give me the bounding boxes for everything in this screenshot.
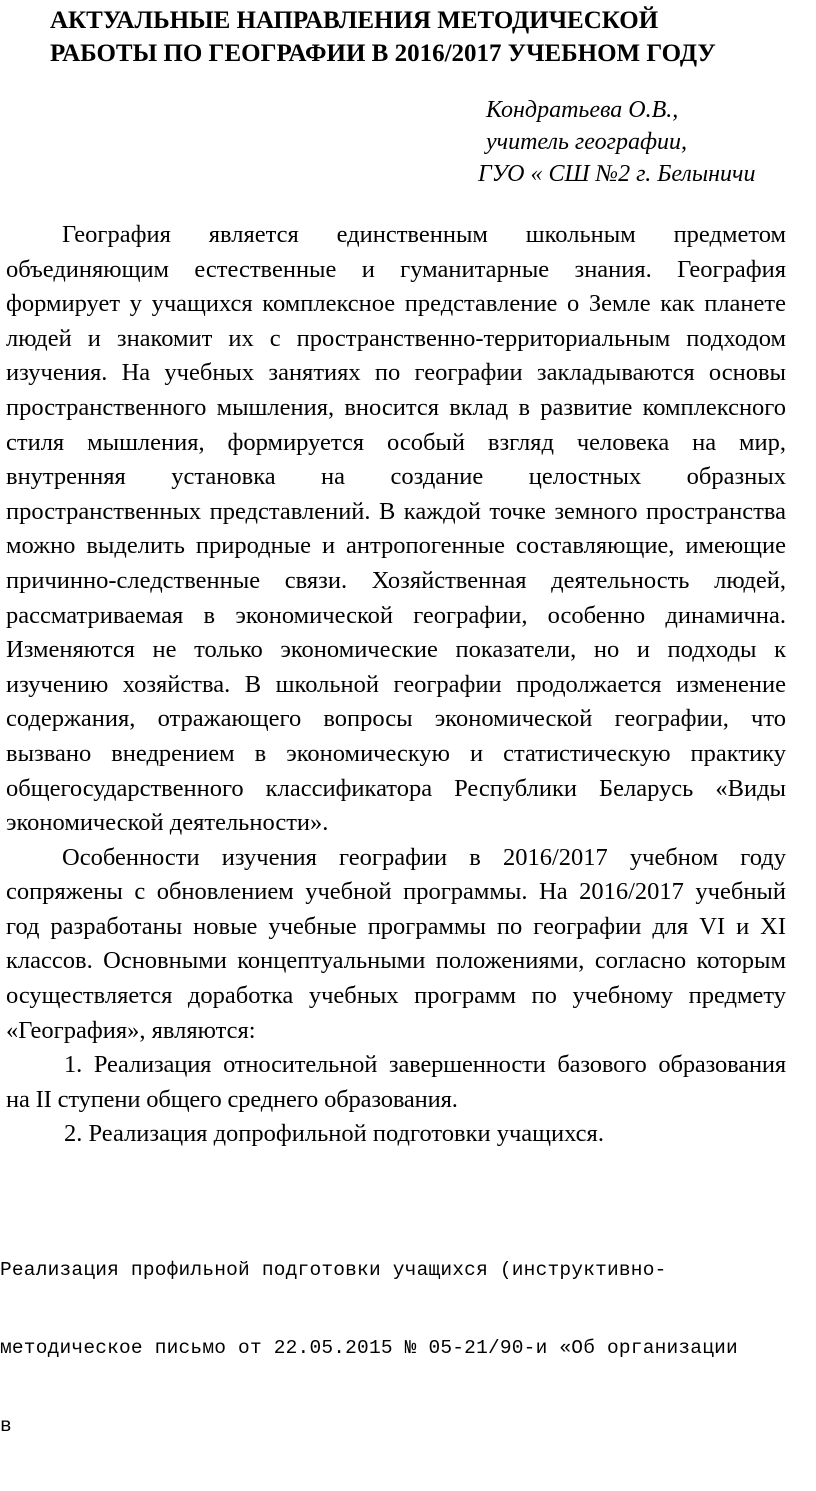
author-position: учитель географии, [486,129,687,155]
author-block [478,94,808,190]
footer-line-1: Реализация профильной подготовки учащихся (инструктивно- [0,1259,667,1281]
footer-line-2: методическое письмо от 22.05.2015 № 05-21/90-и «Об организации [0,1337,738,1359]
footer-text [0,1205,816,1491]
author-school: ГУО « СШ №2 г. Белыничи [478,161,756,187]
title-line-1: АКТУАЛЬНЫЕ НАПРАВЛЕНИЯ МЕТОДИЧЕСКОЙ [50,7,659,34]
author-name: Кондратьева О.В., [486,97,679,123]
document-title [50,4,790,70]
footer-line-3: в [0,1415,12,1437]
document-body [6,218,786,1152]
paragraph-2: Особенности изучения географии в 2016/2017 учебном году сопряжены с обновлением учебной программы. На 2016/2017 учебный год разработаны новые учебные программы по географии для VI и XI классов. Основными концептуальными положениями, согласно которым осуществляется доработка учебных программ по учебному предмету «География», являются: [6,843,786,1044]
list-item-2: 2. Реализация допрофильной подготовки учащихся. [64,1120,604,1148]
title-line-2: РАБОТЫ ПО ГЕОГРАФИИ В 2016/2017 УЧЕБНОМ ГОДУ [50,40,716,67]
paragraph-1: География является единственным школьным предметом объединяющим естественные и гуманитарные знания. География формирует у учащихся комплексное представление о Земле как планете людей и знакомит их с пространственно-территориальным подходом изучения. На учебных занятиях по географии закладываются основы пространственного мышления, вносится вклад в развитие комплексного стиля мышления, формируется особый взгляд человека на мир, внутренняя установка на создание целостных образных пространственных представлений. В каждой точке земного пространства можно выделить природные и антропогенные составляющие, имеющие причинно-следственные связи. Хозяйственная деятельность людей, рассматриваемая в экономической географии, особенно динамична. Изменяются не только экономические показатели, но и подходы к изучению хозяйства. В школьной географии продолжается изменение содержания, отражающего вопросы экономической географии, что вызвано внедрением в экономическую и статистическую практику общегосударственного классификатора Республики Беларусь «Виды экономической деятельности». [6,221,786,837]
list-item-1: 1. Реализация относительной завершенности базового образования на II ступени общего среднего образования. [6,1051,786,1113]
